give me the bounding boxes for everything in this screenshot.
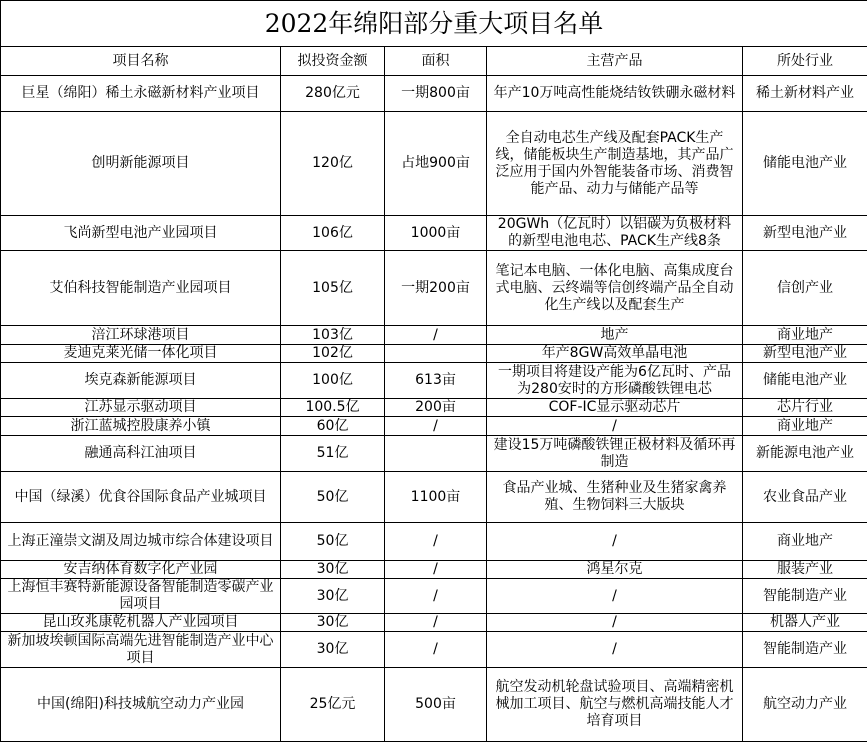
header-main-product: 主营产品 [487, 47, 743, 76]
project-name-cell: 浙江蓝城控股康养小镇 [1, 417, 281, 436]
main-product-cell: 地产 [487, 326, 743, 345]
area-cell [385, 436, 487, 472]
industry-cell: 新型电池产业 [743, 345, 867, 363]
project-name-cell: 昆山玫兆康乾机器人产业园项目 [1, 614, 281, 632]
industry-cell: 储能电池产业 [743, 363, 867, 399]
project-name-cell: 埃克森新能源项目 [1, 363, 281, 399]
main-product-cell: 航空发动机轮盘试验项目、高端精密机械加工项目、航空与燃机高端技能人才培育项目 [487, 668, 743, 742]
industry-cell: 智能制造产业 [743, 579, 867, 614]
investment-cell: 60亿 [281, 417, 385, 436]
main-product-cell: 20GWh（亿瓦时）以铝碳为负极材料的新型电池电芯、PACK生产线8条 [487, 216, 743, 251]
title-row [1, 1, 867, 47]
main-product-cell: / [487, 614, 743, 632]
investment-cell: 106亿 [281, 216, 385, 251]
main-product-cell: 鸿星尔克 [487, 561, 743, 579]
table-title: 2022年绵阳部分重大项目名单 [1, 1, 867, 47]
area-cell: 一期800亩 [385, 76, 487, 112]
investment-cell: 30亿 [281, 561, 385, 579]
area-cell: 613亩 [385, 363, 487, 399]
investment-cell: 30亿 [281, 632, 385, 668]
area-cell: 占地900亩 [385, 112, 487, 216]
industry-cell: 商业地产 [743, 326, 867, 345]
table-row [1, 363, 867, 399]
investment-cell: 120亿 [281, 112, 385, 216]
industry-cell: 服装产业 [743, 561, 867, 579]
table-row [1, 112, 867, 216]
project-name-cell: 巨星（绵阳）稀土永磁新材料产业项目 [1, 76, 281, 112]
project-name-cell: 江苏显示驱动项目 [1, 399, 281, 417]
area-cell: / [385, 614, 487, 632]
area-cell: / [385, 561, 487, 579]
project-name-cell: 新加坡埃顿国际高端先进智能制造产业中心项目 [1, 632, 281, 668]
investment-cell: 103亿 [281, 326, 385, 345]
table-row [1, 668, 867, 742]
table-row [1, 523, 867, 561]
area-cell: 1100亩 [385, 472, 487, 523]
industry-cell: 新型电池产业 [743, 216, 867, 251]
investment-cell: 30亿 [281, 614, 385, 632]
main-product-cell: 笔记本电脑、一体化电脑、高集成度台式电脑、云终端等信创终端产品全自动化生产线以及配套生产 [487, 251, 743, 326]
area-cell: 200亩 [385, 399, 487, 417]
main-product-cell: 建设15万吨磷酸铁锂正极材料及循环再制造 [487, 436, 743, 472]
investment-cell: 50亿 [281, 523, 385, 561]
main-product-cell: 年产8GW高效单晶电池 [487, 345, 743, 363]
area-cell [385, 345, 487, 363]
project-name-cell: 上海恒丰赛特新能源设备智能制造零碳产业园项目 [1, 579, 281, 614]
industry-cell: 商业地产 [743, 417, 867, 436]
table-row [1, 251, 867, 326]
investment-cell: 100.5亿 [281, 399, 385, 417]
investment-cell: 25亿元 [281, 668, 385, 742]
header-industry: 所处行业 [743, 47, 867, 76]
area-cell: / [385, 326, 487, 345]
table-row [1, 399, 867, 417]
area-cell: 500亩 [385, 668, 487, 742]
project-name-cell: 创明新能源项目 [1, 112, 281, 216]
table-row [1, 632, 867, 668]
table-row [1, 417, 867, 436]
project-name-cell: 麦迪克莱光储一体化项目 [1, 345, 281, 363]
industry-cell: 机器人产业 [743, 614, 867, 632]
project-name-cell: 涪江环球港项目 [1, 326, 281, 345]
project-name-cell: 安吉纳体育数字化产业园 [1, 561, 281, 579]
industry-cell: 新能源电池产业 [743, 436, 867, 472]
project-name-cell: 上海正潼崇文湖及周边城市综合体建设项目 [1, 523, 281, 561]
main-product-cell: 一期项目将建设产能为6亿瓦时、产品为280安时的方形磷酸铁锂电芯 [487, 363, 743, 399]
industry-cell: 信创产业 [743, 251, 867, 326]
investment-cell: 100亿 [281, 363, 385, 399]
header-row [1, 47, 867, 76]
investment-cell: 50亿 [281, 472, 385, 523]
area-cell: 一期200亩 [385, 251, 487, 326]
industry-cell: 农业食品产业 [743, 472, 867, 523]
project-name-cell: 飞尚新型电池产业园项目 [1, 216, 281, 251]
project-name-cell: 艾伯科技智能制造产业园项目 [1, 251, 281, 326]
area-cell: / [385, 579, 487, 614]
investment-cell: 105亿 [281, 251, 385, 326]
table-row [1, 436, 867, 472]
table-row [1, 561, 867, 579]
main-product-cell: COF-IC显示驱动芯片 [487, 399, 743, 417]
main-product-cell: / [487, 417, 743, 436]
investment-cell: 30亿 [281, 579, 385, 614]
table-row [1, 345, 867, 363]
industry-cell: 稀土新材料产业 [743, 76, 867, 112]
area-cell: 1000亩 [385, 216, 487, 251]
investment-cell: 102亿 [281, 345, 385, 363]
area-cell: / [385, 417, 487, 436]
table-row [1, 614, 867, 632]
main-product-cell: 年产10万吨高性能烧结钕铁硼永磁材料 [487, 76, 743, 112]
area-cell: / [385, 632, 487, 668]
main-product-cell: 全自动电芯生产线及配套PACK生产线，储能板块生产制造基地，其产品广泛应用于国内外智能装备市场、消费智能产品、动力与储能产品等 [487, 112, 743, 216]
area-cell: / [385, 523, 487, 561]
main-product-cell: / [487, 523, 743, 561]
industry-cell: 商业地产 [743, 523, 867, 561]
industry-cell: 储能电池产业 [743, 112, 867, 216]
table-row [1, 76, 867, 112]
header-project-name: 项目名称 [1, 47, 281, 76]
table-row [1, 216, 867, 251]
industry-cell: 智能制造产业 [743, 632, 867, 668]
header-investment: 拟投资金额 [281, 47, 385, 76]
project-name-cell: 融通高科江油项目 [1, 436, 281, 472]
industry-cell: 芯片行业 [743, 399, 867, 417]
project-name-cell: 中国（绿溪）优食谷国际食品产业城项目 [1, 472, 281, 523]
header-area: 面积 [385, 47, 487, 76]
table-row [1, 326, 867, 345]
project-name-cell: 中国(绵阳)科技城航空动力产业园 [1, 668, 281, 742]
table-row [1, 472, 867, 523]
main-product-cell: 食品产业城、生猪种业及生猪家禽养殖、生物饲料三大版块 [487, 472, 743, 523]
table-row [1, 579, 867, 614]
main-product-cell: / [487, 579, 743, 614]
investment-cell: 280亿元 [281, 76, 385, 112]
investment-cell: 51亿 [281, 436, 385, 472]
industry-cell: 航空动力产业 [743, 668, 867, 742]
main-product-cell: / [487, 632, 743, 668]
